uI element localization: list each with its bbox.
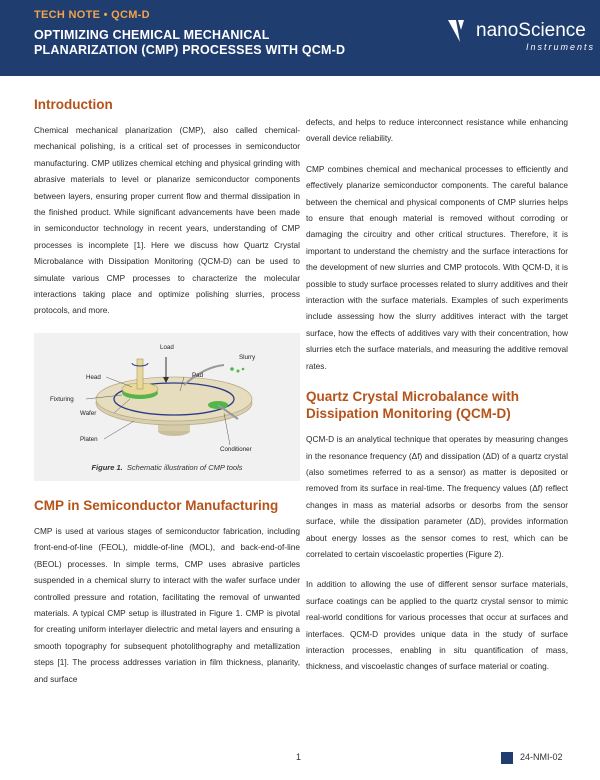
right-column [306,114,568,689]
intro-paragraph: Chemical mechanical planarization (CMP), also called chemical-mechanical polishing, is a critical set of processes in semiconductor manufacturing. CMP utilizes chemical etching and physical grinding with abrasive materials to level or planarize semiconductor components between layers, ensuring proper current flow and thermal dissipation in the finished product. While significant advancements have been made in semiconductor technology in recent years, understanding of CMP processes is incomplete [1]. Here we discuss how Quartz Crystal Microbalance with Dissipation Monitoring (QCM-D) can be used to simulate various CMP processes to characterize the molecular interactions taking place and optimize polishing slurries, process protocols, and more. [34,125,300,316]
label-fixturing: Fixturing [50,395,74,403]
document-title: OPTIMIZING CHEMICAL MECHANICAL PLANARIZATION (CMP) PROCESSES WITH QCM-D [34,28,346,57]
label-pad: Pad [192,371,204,379]
label-conditioner: Conditioner [220,445,252,453]
intro-heading: Introduction [34,97,113,112]
label-load: Load [160,343,174,351]
label-wafer: Wafer [80,409,97,417]
cmp-schematic-diagram [34,333,300,463]
company-logo [446,16,596,56]
page-number: 1 [296,752,302,762]
qcmd-paragraph-1: QCM-D is an analytical technique that operates by measuring changes in the resonance frequency (Δf) and dissipation (ΔD) of a quartz crystal (also sometimes referred to as a sensor) as matter is deposited or removed from its surface in real-time. The frequency values (Δf) reflect changes in mass as material adsorbs or desorbs from the sensor surface, while the dissipation parameter (ΔD), provides information about energy losses as the sensor comes to rest, which can be correlated to certain viscoelastic properties (Figure 2). [306,434,568,559]
label-platen: Platen [80,435,98,443]
qcmd-paragraph-2: In addition to allowing the use of different sensor surface materials, surface coatings can be applied to the quartz crystal sensor to mimic real-world conditions for various processes that occur at surfaces and interfaces. QCM-D provides unique data in the study of surface interaction processes, enabling in situ quantification of mass, thickness, and viscoelastic changes of surface material or coating. [306,579,568,672]
figure-caption-label: Figure 1. [91,462,123,472]
figure-caption-text: Schematic illustration of CMP tools [126,462,243,472]
continued-paragraph: defects, and helps to reduce interconnect resistance while enhancing overall device reliability. [306,117,568,144]
header-banner [0,0,600,76]
document-id: 24-NMI-02 [520,752,563,762]
qcmd-heading: Quartz Crystal Microbalance with Dissipation Monitoring (QCM-D) [306,389,520,422]
label-head: Head [86,373,101,381]
figure-1 [34,333,300,481]
cmp-paragraph: CMP is used at various stages of semiconductor fabrication, including front-end-of-line (FEOL), middle-of-line (MOL), and back-end-of-line (BEOL) processes. In simple terms, CMP uses abrasive particles suspended in a chemical slurry to interact with the wafer surface under controlled pressure and rotation, facilitating the removal of unwanted materials. A typical CMP setup is illustrated in Figure 1. CMP is pivotal for creating uniform interlayer dielectric and metal layers and ensuring a smooth topography for subsequent photolithography and metallization steps [1]. The process addresses variation in film thickness, planarity, and surface [34,525,300,684]
cmp-combines-paragraph: CMP combines chemical and mechanical processes to efficiently and effectively planarize semiconductor components. The careful balance between the chemical and physical components of CMP slurries helps to ensure that enough material is removed without corroding or damaging the circuitry and other critical structures. Therefore, it is important to understand the chemistry and the surface interactions for the development of new slurries and CMP protocols. With QCM-D, it is possible to study surface processes related to slurry additives and their interaction with the surface materials. Examples of such experiments include assessing how the slurry additives interact with the target surface, how the effects of additives vary with their concentration, how slurries etch the surface materials, and measuring the additive removal rates. [306,163,568,371]
logo-sub-text: Instruments [526,42,596,52]
figure-caption [34,463,300,472]
label-slurry: Slurry [239,353,256,361]
logo-brand-text: nanoScience [476,20,586,41]
logo-mark-icon [446,16,476,46]
cmp-heading: CMP in Semiconductor Manufacturing [34,497,279,513]
left-column [34,96,300,701]
doc-id-marker [501,752,513,764]
tech-note-tag: TECH NOTE • QCM-D [34,9,150,21]
